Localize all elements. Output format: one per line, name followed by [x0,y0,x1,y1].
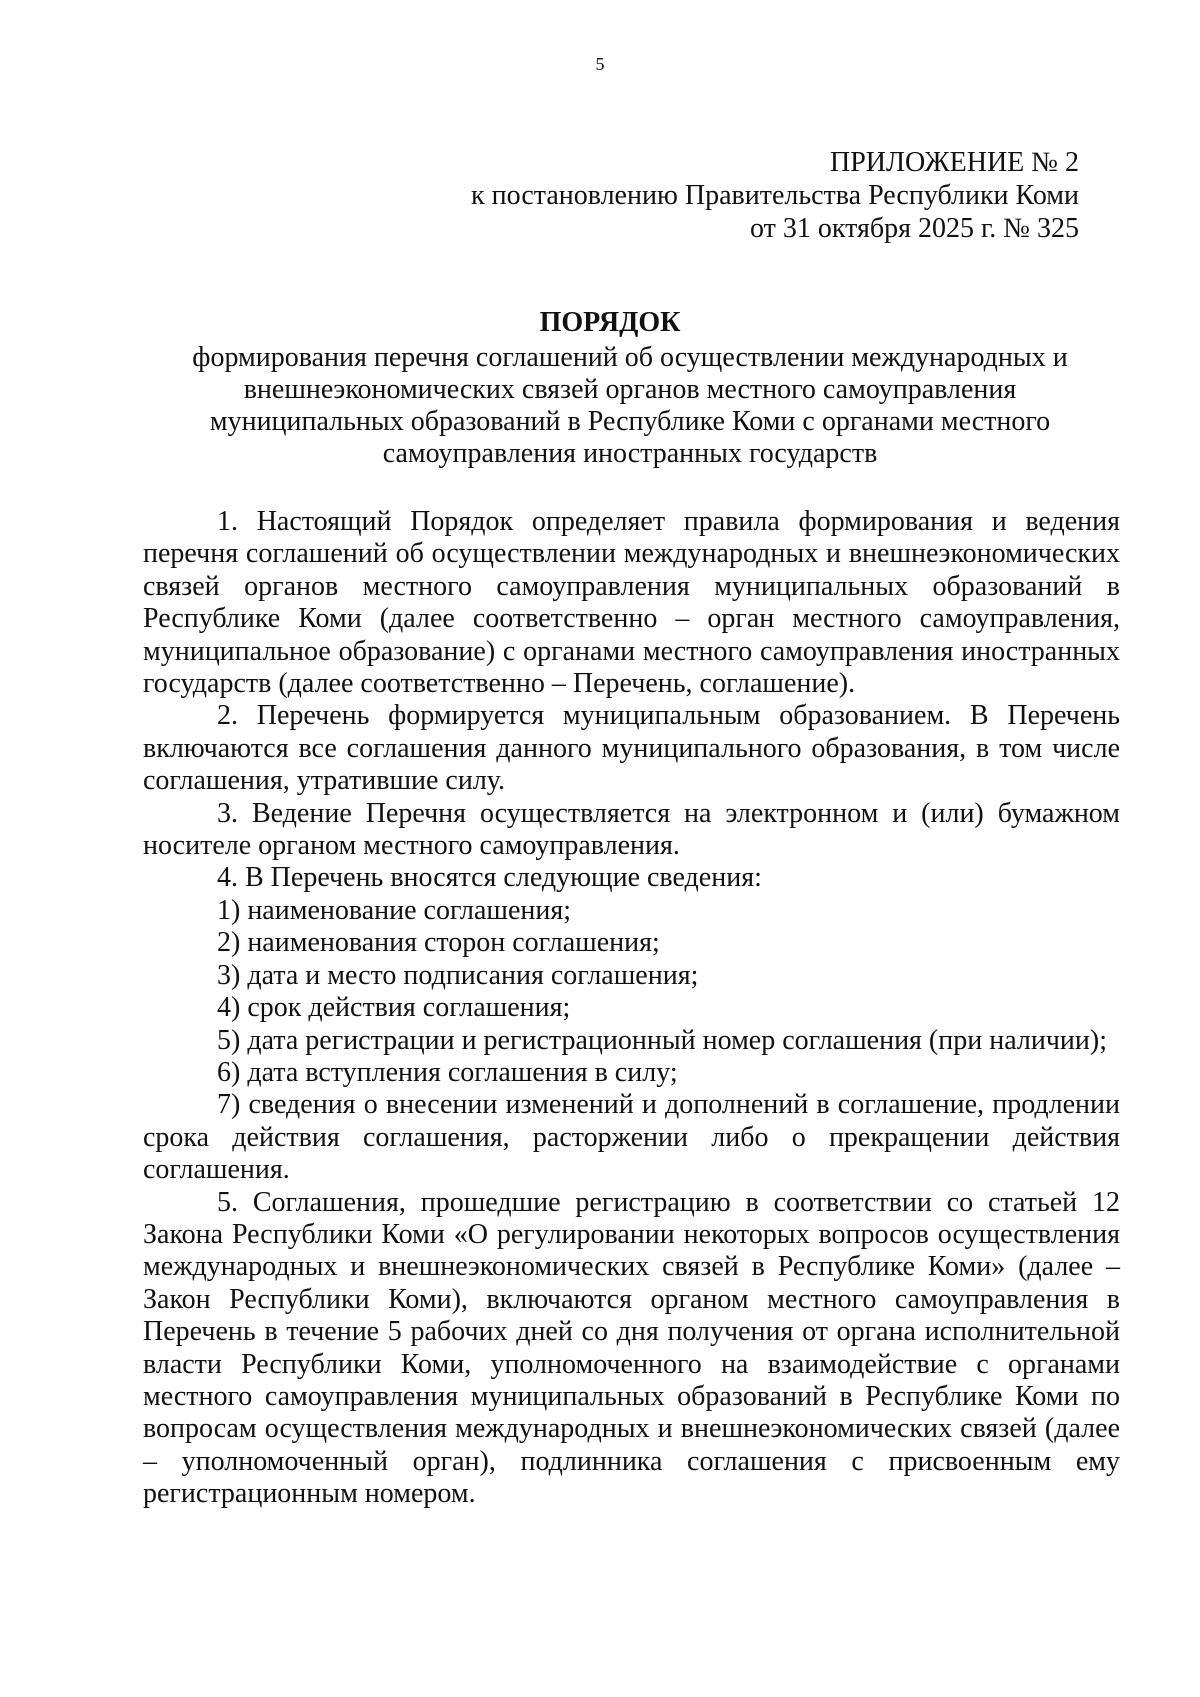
subtitle-line: самоуправления иностранных государств [382,438,878,469]
list-item: 7) сведения о внесении изменений и дополнений в соглашение, продлении срока действия соглашения, расторжении либо о прекращении действия соглашения. [143,1089,1120,1186]
list-item: 6) дата вступления соглашения в силу; [217,1056,678,1088]
appendix-header [379,146,1079,245]
appendix-reference: к постановлению Правительства Республики Коми [471,180,1079,211]
paragraph-3: 3. Ведение Перечня осуществляется на электронном и (или) бумажном носителе органом местного самоуправления. [143,797,1120,862]
page-number: 5 [595,54,605,74]
list-item: 3) дата и место подписания соглашения; [217,959,699,991]
paragraph-1: 1. Настоящий Порядок определяет правила формирования и ведения перечня соглашений об осуществлении международных и внешнеэкономических связей органов местного самоуправления муниципальных образований в Республике Коми (далее соответственно – орган местного самоуправления, муниципальное образование) с органами местного самоуправления иностранных государств (далее соответственно – Перечень, соглашение). [143,506,1120,700]
document-body [143,506,1120,1511]
paragraph-5: 5. Соглашения, прошедшие регистрацию в соответствии со статьей 12 Закона Республики Коми «О регулировании некоторых вопросов осуществления международных и внешнеэкономических связей в Республике Коми» (далее – Закон Республики Коми), включаются органом местного самоуправления в Перечень в течение 5 рабочих дней со дня получения от органа исполнительной власти Республики Коми, уполномоченного на взаимодействие с органами местного самоуправления муниципальных образований в Республике Коми по вопросам осуществления международных и внешнеэкономических связей (далее – уполномоченный орган), подлинника соглашения с присвоенным ему регистрационным номером. [143,1186,1120,1510]
paragraph-2: 2. Перечень формируется муниципальным образованием. В Перечень включаются все соглашения данного муниципального образования, в том числе соглашения, утратившие силу. [143,700,1120,797]
list-item: 5) дата регистрации и регистрационный номер соглашения (при наличии); [217,1024,1107,1056]
subtitle-line: формирования перечня соглашений об осуществлении международных и [192,342,1068,373]
list-item: 4) срок действия соглашения; [217,992,571,1024]
document-title: ПОРЯДОК [539,307,681,338]
paragraph-4: 4. В Перечень вносятся следующие сведения: [217,862,762,894]
list-item: 1) наименование соглашения; [217,894,572,926]
subtitle-line: муниципальных образований в Республике Коми с органами местного [209,406,1051,437]
appendix-label: ПРИЛОЖЕНИЕ № 2 [830,147,1079,178]
document-subtitle [150,342,1110,470]
appendix-date: от 31 октября 2025 г. № 325 [749,213,1079,244]
subtitle-line: внешнеэкономических связей органов местного самоуправления [243,374,1017,405]
list-item: 2) наименования сторон соглашения; [217,927,660,959]
